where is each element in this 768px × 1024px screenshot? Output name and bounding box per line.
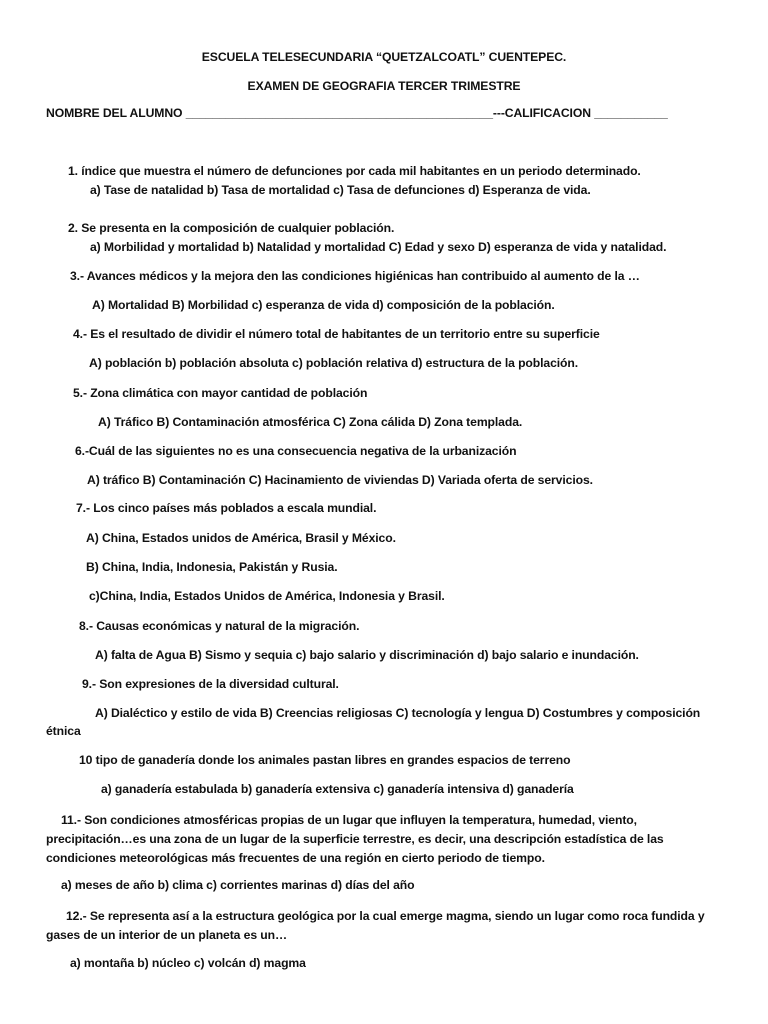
question-11: 11.- Son condiciones atmosféricas propias de un lugar que influyen la temperatura, humedad, viento, precipitación…es una zona de un lugar de la superficie terrestre, es decir, una descripción estadística de las condiciones meteorológicas más frecuentes de una región en cierto periodo de tiempo. <box>46 813 664 865</box>
question-8: 8.- Causas económicas y natural de la migración. <box>79 619 360 633</box>
question-1: 1. índice que muestra el número de defunciones por cada mil habitantes en un periodo determinado. <box>68 164 641 178</box>
question-7: 7.- Los cinco países más poblados a escala mundial. <box>76 501 377 515</box>
question-6-options: A) tráfico B) Contaminación C) Hacinamiento de viviendas D) Variada oferta de servicios. <box>87 473 593 487</box>
question-2: 2. Se presenta en la composición de cualquier población. <box>68 221 395 235</box>
question-4-options: A) población b) población absoluta c) población relativa d) estructura de la población. <box>89 356 579 370</box>
question-9-options-cont: étnica <box>46 724 81 738</box>
question-9-options: A) Dialéctico y estilo de vida B) Creencias religiosas C) tecnología y lengua D) Costumbres y composición <box>95 706 701 720</box>
question-10: 10 tipo de ganadería donde los animales pastan libres en grandes espacios de terreno <box>79 753 571 767</box>
question-12: 12.- Se representa así a la estructura geológica por la cual emerge magma, siendo un lugar como roca fundida y gases de un interior de un planeta es un… <box>46 909 705 942</box>
question-7-option-c: c)China, India, Estados Unidos de América, Indonesia y Brasil. <box>89 589 445 603</box>
question-6: 6.-Cuál de las siguientes no es una consecuencia negativa de la urbanización <box>75 444 517 458</box>
question-12-options: a) montaña b) núcleo c) volcán d) magma <box>70 956 306 970</box>
question-7-option-a: A) China, Estados unidos de América, Brasil y México. <box>86 531 396 545</box>
question-4: 4.- Es el resultado de dividir el número total de habitantes de un territorio entre su superficie <box>73 327 600 341</box>
question-7-option-b: B) China, India, Indonesia, Pakistán y Rusia. <box>86 560 338 574</box>
question-3-options: A) Mortalidad B) Morbilidad c) esperanza de vida d) composición de la población. <box>92 298 555 312</box>
question-1-options: a) Tase de natalidad b) Tasa de mortalidad c) Tasa de defunciones d) Esperanza de vida. <box>90 183 591 197</box>
question-10-options: a) ganadería estabulada b) ganadería extensiva c) ganadería intensiva d) ganadería <box>101 782 574 796</box>
question-8-options: A) falta de Agua B) Sismo y sequia c) bajo salario y discriminación d) bajo salario e inundación. <box>95 648 639 662</box>
question-5-options: A) Tráfico B) Contaminación atmosférica C) Zona cálida D) Zona templada. <box>98 415 523 429</box>
exam-title: EXAMEN DE GEOGRAFIA TERCER TRIMESTRE <box>247 79 521 93</box>
question-9: 9.- Son expresiones de la diversidad cultural. <box>82 677 339 691</box>
student-name-line: NOMBRE DEL ALUMNO ______________________________________________---CALIFICACION ___________ <box>46 106 668 120</box>
question-11-options: a) meses de año b) clima c) corrientes marinas d) días del año <box>61 878 415 892</box>
question-2-options: a) Morbilidad y mortalidad b) Natalidad y mortalidad C) Edad y sexo D) esperanza de vida y natalidad. <box>90 240 667 254</box>
question-3: 3.- Avances médicos y la mejora den las condiciones higiénicas han contribuido al aumento de la … <box>70 269 640 283</box>
school-name: ESCUELA TELESECUNDARIA “QUETZALCOATL” CUENTEPEC. <box>201 50 567 64</box>
question-5: 5.- Zona climática con mayor cantidad de población <box>73 386 368 400</box>
